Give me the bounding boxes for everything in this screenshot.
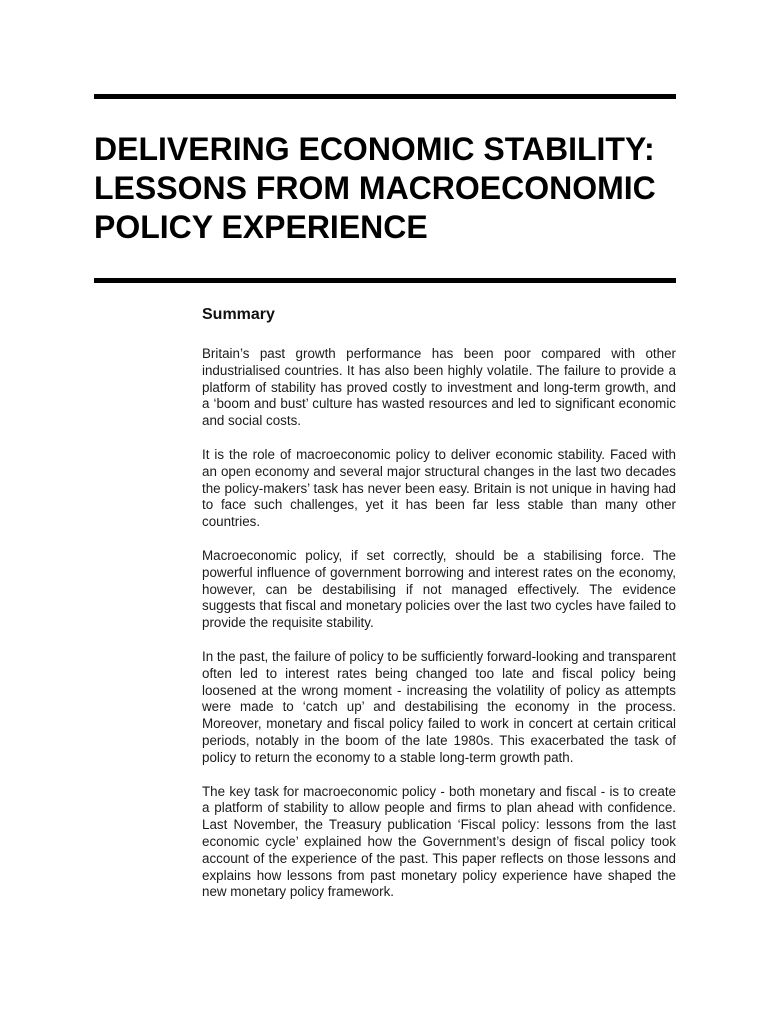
top-rule	[94, 94, 676, 99]
summary-paragraph: It is the role of macroeconomic policy to deliver economic stability. Faced with an open economy and several major structural changes in the last two decades the policy-makers’ task has never been easy. Britain is not unique in having had to face such challenges, yet it has been far less stable than many other countries.	[202, 446, 676, 530]
title-line: POLICY EXPERIENCE	[94, 209, 428, 245]
title-line: LESSONS FROM MACROECONOMIC	[94, 170, 656, 206]
page-title	[94, 130, 694, 247]
summary-body	[202, 346, 676, 918]
summary-paragraph: In the past, the failure of policy to be sufficiently forward-looking and transparent often led to interest rates being changed too late and fiscal policy being loosened at the wrong moment - increasing the volatility of policy as attempts were made to ‘catch up’ and destabilising the economy in the process. Moreover, monetary and fiscal policy failed to work in concert at certain critical periods, notably in the boom of the late 1980s. This exacerbated the task of policy to return the economy to a stable long-term growth path.	[202, 648, 676, 765]
summary-paragraph: Britain’s past growth performance has been poor compared with other industrialised countries. It has also been highly volatile. The failure to provide a platform of stability has proved costly to investment and long-term growth, and a ‘boom and bust’ culture has wasted resources and led to significant economic and social costs.	[202, 346, 676, 429]
summary-paragraph: The key task for macroeconomic policy - both monetary and fiscal - is to create a platform of stability to allow people and firms to plan ahead with confidence. Last November, the Treasury publication ‘Fiscal policy: lessons from the last economic cycle’ explained how the Government’s design of fiscal policy took account of the experience of the past. This paper reflects on those lessons and explains how lessons from past monetary policy experience have shaped the new monetary policy framework.	[202, 783, 676, 900]
summary-paragraph: Macroeconomic policy, if set correctly, should be a stabilising force. The powerful influence of government borrowing and interest rates on the economy, however, can be destabilising if not managed effectively. The evidence suggests that fiscal and monetary policies over the last two cycles have failed to provide the requisite stability.	[202, 547, 676, 631]
summary-heading: Summary	[202, 306, 275, 323]
bottom-rule	[94, 278, 676, 283]
title-line: DELIVERING ECONOMIC STABILITY:	[94, 131, 655, 167]
